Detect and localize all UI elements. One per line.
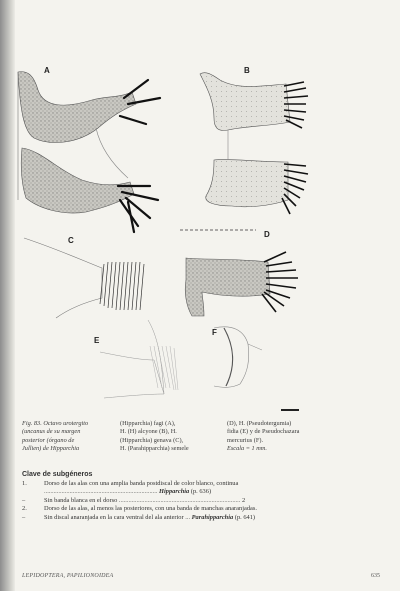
caption-line: H. (Parahipparchia) semele xyxy=(120,444,189,452)
panel-label-c: C xyxy=(68,236,74,245)
drawing-d xyxy=(180,230,298,316)
key-item xyxy=(22,514,394,523)
caption-column-1 xyxy=(22,420,88,453)
caption-line: Jullien) de Hipparchia xyxy=(22,444,80,452)
scale-bar xyxy=(281,409,299,411)
key-leader-dots: ... xyxy=(185,513,191,521)
caption-column-2 xyxy=(120,420,189,453)
panel-label-e: E xyxy=(94,336,100,345)
drawing-b xyxy=(200,73,308,214)
key-item-number: – xyxy=(22,513,26,521)
caption-line: H. (H) alcyone (B), H. xyxy=(120,428,177,436)
caption-line: (uncanus de su margen xyxy=(22,428,81,436)
key-item-text: Sin discal anaranjada en la cara ventral del ala anterior xyxy=(44,513,184,521)
caption-line: (Hipparchia) fagi (A), xyxy=(120,420,176,427)
drawing-e xyxy=(100,320,178,398)
drawing-a xyxy=(18,72,160,232)
key-page-ref: (p. 641) xyxy=(234,513,256,521)
drawing-c xyxy=(24,238,144,318)
panel-label-b: B xyxy=(244,66,250,75)
identification-key xyxy=(22,471,394,523)
caption-line: fidia (E) y de Pseudochazara xyxy=(227,428,300,436)
key-item xyxy=(22,505,394,514)
page-footer xyxy=(22,573,380,579)
caption-line: (D), H. (Pseudotergumia) xyxy=(227,420,292,427)
drawing-f xyxy=(214,327,262,388)
panel-label-a: A xyxy=(44,66,50,75)
key-genus: Parahipparchia xyxy=(191,513,234,521)
key-item-text: Dorso de las alas, al menos las posteriores, con una banda de manchas anaranjadas. xyxy=(44,505,257,513)
caption-line: Fig. 83. Octavo urotergito xyxy=(22,420,89,427)
key-leader-dots: ............................................................................ xyxy=(118,496,241,504)
caption-line: posterior (órgano de xyxy=(22,436,75,444)
key-leader-dots: ....................................................................... xyxy=(44,488,158,496)
key-item xyxy=(22,480,394,489)
key-item-text: Sin banda blanca en el dorso xyxy=(44,496,118,504)
key-item-continuation xyxy=(22,488,394,497)
key-item xyxy=(22,497,394,506)
caption-line: Escala = 1 mm. xyxy=(227,444,267,452)
caption-column-3 xyxy=(227,420,299,453)
key-genus: Hipparchia xyxy=(159,488,190,496)
page-number: 635 xyxy=(371,573,380,579)
key-item-number: 2. xyxy=(22,505,27,513)
panel-label-f: F xyxy=(212,328,217,337)
key-page-ref: 2 xyxy=(241,496,246,504)
key-item-number: 1. xyxy=(22,479,27,487)
key-item-number: – xyxy=(22,496,26,504)
running-footer-section: LEPIDOPTERA, PAPILIONOIDEA xyxy=(22,573,114,579)
caption-line: (Hipparchia) genava (C), xyxy=(120,436,184,444)
key-title: Clave de subgéneros xyxy=(22,471,93,478)
figure-caption xyxy=(22,420,392,460)
caption-line: mercurius (F). xyxy=(227,436,264,444)
key-page-ref: (p. 636) xyxy=(190,488,212,496)
panel-label-d: D xyxy=(264,230,270,239)
key-item-text: Dorso de las alas con una amplia banda postdiscal de color blanco, continua xyxy=(44,479,239,487)
